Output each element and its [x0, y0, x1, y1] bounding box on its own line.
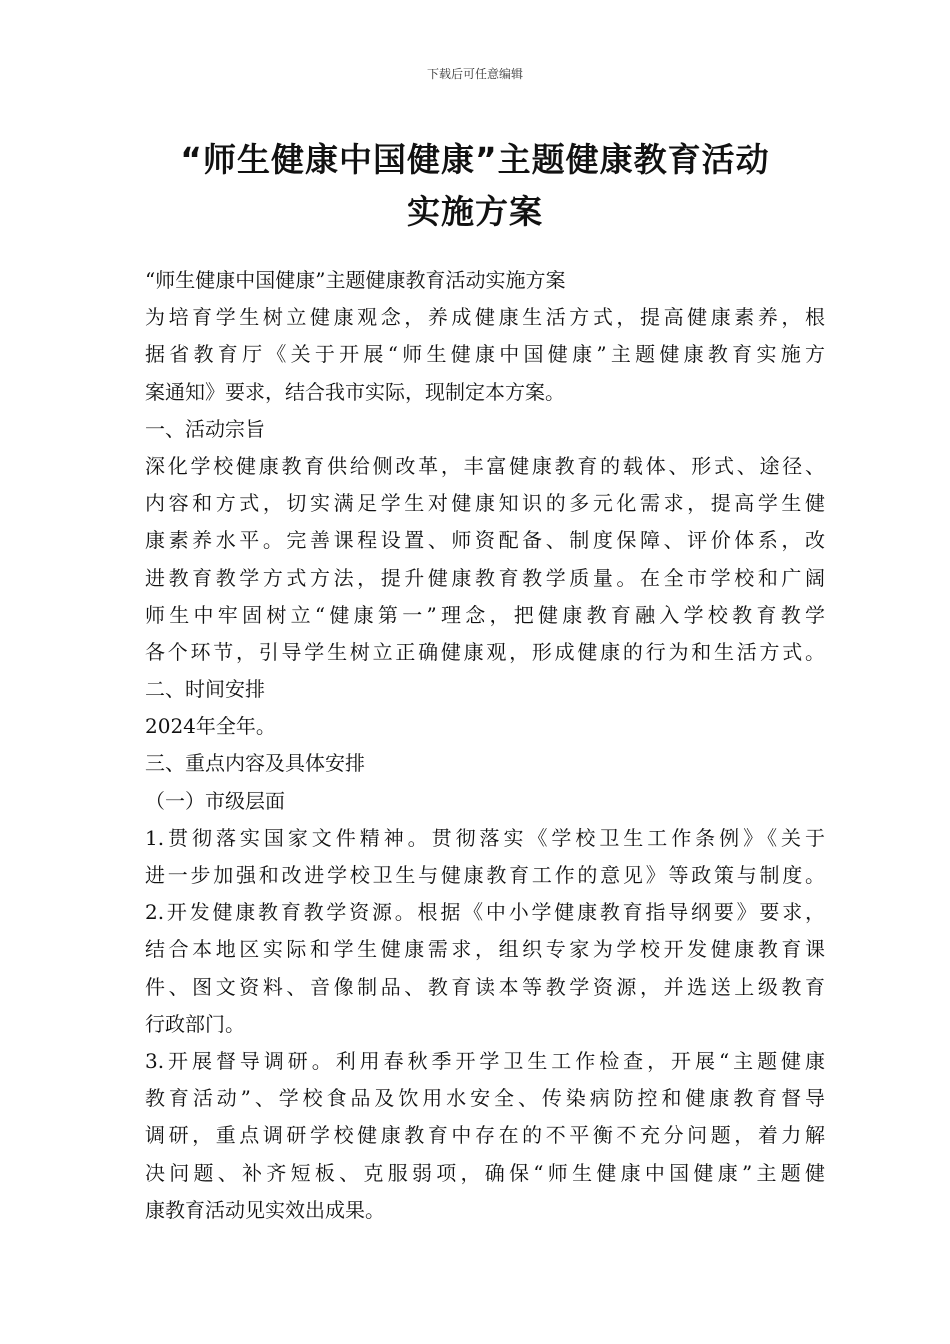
body-line: 内容和方式，切实满足学生对健康知识的多元化需求，提高学生健	[145, 491, 825, 516]
body-line: 行政部门。	[145, 1011, 245, 1036]
body-line: 据省教育厅《关于开展“师生健康中国健康”主题健康教育实施方	[145, 342, 825, 367]
document-body	[145, 262, 825, 1229]
document-title-line-2: 实施方案	[407, 192, 543, 231]
body-line: 结合本地区实际和学生健康需求，组织专家为学校开发健康教育课	[145, 937, 825, 962]
header-note: 下载后可任意编辑	[426, 67, 523, 81]
body-line: 案通知》要求，结合我市实际，现制定本方案。	[145, 379, 565, 404]
body-line: 进一步加强和改进学校卫生与健康教育工作的意见》等政策与制度。	[145, 863, 825, 887]
body-line: 康教育活动见实效出成果。	[145, 1197, 385, 1222]
body-line: 一、活动宗旨	[145, 416, 265, 441]
body-line: 为培育学生树立健康观念，养成健康生活方式，提高健康素养，根	[145, 305, 825, 330]
body-line: 二、时间安排	[145, 677, 265, 702]
body-line: 调研，重点调研学校健康教育中存在的不平衡不充分问题，着力解	[145, 1123, 825, 1148]
body-line: 师生中牢固树立“健康第一”理念，把健康教育融入学校教育教学	[145, 602, 825, 627]
body-line: 2024年全年。	[145, 714, 276, 739]
body-line: 三、重点内容及具体安排	[145, 751, 365, 776]
body-line: （一）市级层面	[145, 788, 285, 813]
body-line: 康素养水平。完善课程设置、师资配备、制度保障、评价体系，改	[145, 528, 825, 553]
body-line: 1.贯彻落实国家文件精神。贯彻落实《学校卫生工作条例》《关于	[145, 825, 825, 850]
body-line: 进教育教学方式方法，提升健康教育教学质量。在全市学校和广阔	[145, 565, 825, 590]
body-line: 3.开展督导调研。利用春秋季开学卫生工作检查，开展“主题健康	[145, 1048, 825, 1073]
body-line: 2.开发健康教育教学资源。根据《中小学健康教育指导纲要》要求，	[145, 900, 825, 925]
body-line: 各个环节，引导学生树立正确健康观，形成健康的行为和生活方式。	[145, 639, 825, 664]
body-line: 深化学校健康教育供给侧改革，丰富健康教育的载体、形式、途径、	[145, 453, 825, 478]
body-line: 件、图文资料、音像制品、教育读本等教学资源，并选送上级教育	[145, 974, 825, 999]
body-line: “师生健康中国健康”主题健康教育活动实施方案	[145, 268, 566, 292]
body-line: 决问题、补齐短板、克服弱项，确保“师生健康中国健康”主题健	[145, 1160, 825, 1185]
document-title-line-1: “师生健康中国健康”主题健康教育活动	[180, 140, 770, 179]
body-line: 教育活动”、学校食品及饮用水安全、传染病防控和健康教育督导	[145, 1086, 825, 1111]
